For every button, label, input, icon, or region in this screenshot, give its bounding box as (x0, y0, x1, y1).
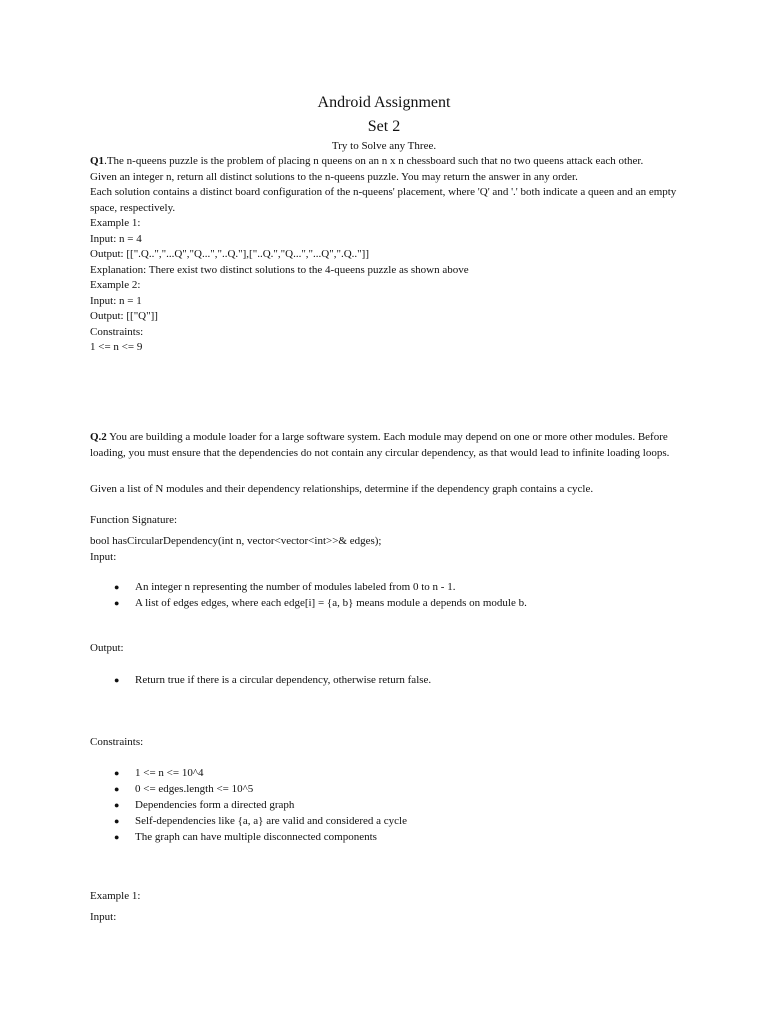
q2-input-list (90, 579, 680, 611)
bullet-icon: ● (114, 816, 120, 826)
q2-input-heading: Input: (90, 550, 117, 563)
q2-constraints-list (90, 765, 680, 845)
list-item: ● 1 <= n <= 10^4 (114, 767, 204, 779)
q1-line2: Given an integer n, return all distinct solutions to the n-queens puzzle. You may return the answer in any order. (90, 170, 578, 183)
q2-signature-block (90, 534, 680, 565)
instruction-text: Try to Solve any Three. (331, 140, 437, 152)
q2-task: Given a list of N modules and their dependency relationships, determine if the dependency graph contains a cycle. (90, 483, 594, 495)
q1-example1-explanation: Explanation: There exist two distinct solutions to the 4-queens puzzle as shown above (90, 263, 469, 276)
q2-signature: bool hasCircularDependency(int n, vector<vector<int>>& edges); (90, 535, 382, 547)
question-2-intro (90, 430, 680, 461)
q2-example-heading: Example 1: (90, 890, 141, 902)
q1-constraint: 1 <= n <= 9 (90, 341, 143, 353)
q1-example1-input: Input: n = 4 (90, 232, 142, 245)
list-item: ● Return true if there is a circular dependency, otherwise return false. (114, 674, 432, 686)
bullet-icon: ● (114, 598, 120, 608)
page-subtitle: Set 2 (367, 118, 401, 135)
q1-example2-input: Input: n = 1 (90, 294, 142, 307)
q1-example2-output: Output: [["Q"]] (90, 310, 158, 322)
bullet-icon: ● (114, 582, 120, 592)
q1-intro-line (90, 154, 680, 170)
list-item: ● 0 <= edges.length <= 10^5 (114, 783, 254, 795)
list-item: ● Self-dependencies like {a, a} are valid and considered a cycle (114, 815, 407, 827)
bullet-icon: ● (114, 800, 120, 810)
q2-example-input-heading: Input: (90, 911, 117, 923)
list-item: ● The graph can have multiple disconnected components (114, 831, 377, 843)
q1-example2-heading: Example 2: (90, 279, 141, 291)
list-item: ● A list of edges edges, where each edge[i] = {a, b} means module a depends on module b. (114, 597, 527, 609)
bullet-icon: ● (114, 675, 120, 685)
bullet-icon: ● (114, 784, 120, 794)
q1-intro: .The n-queens puzzle is the problem of placing n queens on an n x n chessboard such that no two queens attack each other. (104, 155, 644, 167)
q2-intro: You are building a module loader for a large software system. Each module may depend on one or more other modules. Before loading, you must ensure that the dependencies do not contain any circular dependency, as that would lead to infinite loading loops. (90, 431, 670, 459)
question-1 (90, 154, 680, 356)
q1-example1-heading: Example 1: (90, 217, 141, 229)
q2-output-heading: Output: (90, 642, 124, 654)
q2-constraints-heading: Constraints: (90, 736, 144, 748)
q2-signature-heading: Function Signature: (90, 514, 178, 526)
q1-line3: Each solution contains a distinct board configuration of the n-queens' placement, where 'Q' and '.' both indicate a queen and an empty space, respectively. (90, 186, 677, 214)
bullet-icon: ● (114, 768, 120, 778)
list-item: ● Dependencies form a directed graph (114, 799, 295, 811)
q1-constraints-heading: Constraints: (90, 325, 144, 338)
q1-label: Q1 (90, 155, 105, 167)
q1-example1-output: Output: [[".Q..","...Q","Q...","..Q."],["..Q.","Q...","...Q",".Q.."]] (90, 248, 369, 260)
list-item: ● An integer n representing the number of modules labeled from 0 to n - 1. (114, 581, 456, 593)
bullet-icon: ● (114, 832, 120, 842)
q2-intro-paragraph (90, 430, 680, 461)
q2-output-list (90, 672, 680, 688)
page-title: Android Assignment (317, 94, 451, 111)
q2-label: Q.2 (90, 431, 107, 443)
